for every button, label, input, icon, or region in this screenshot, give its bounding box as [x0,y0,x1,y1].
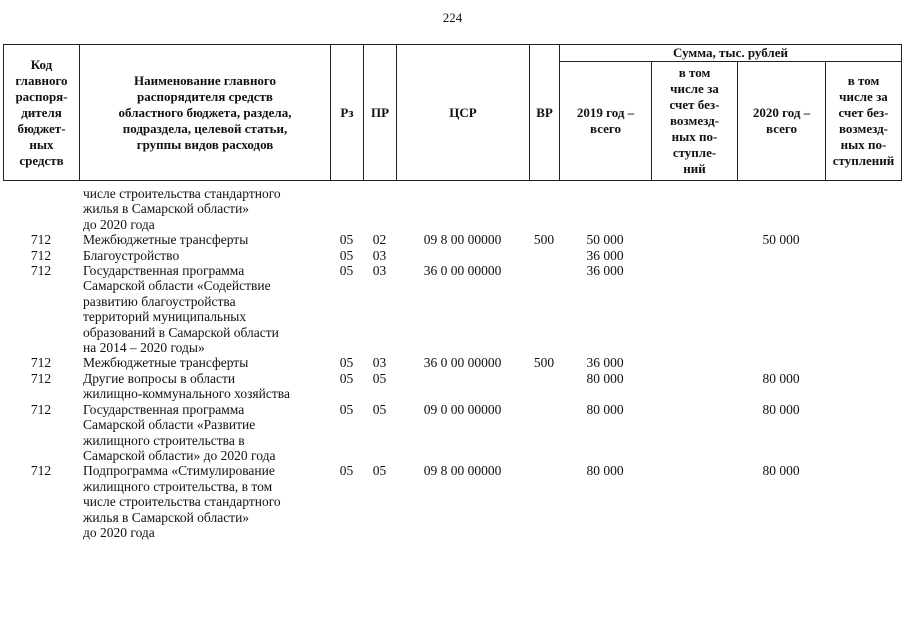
row-vr [529,371,559,402]
row-sum-2020-free [825,371,901,402]
row-name-line: Благоустройство [83,247,180,263]
header-pr: ПР [364,45,397,181]
row-sum-2019-free [651,248,737,263]
header-line: всего [590,121,621,136]
row-name [79,371,330,402]
row-name-line: на 2014 – 2020 годы» [83,340,205,356]
table-row [3,355,901,370]
row-vr [529,248,559,263]
row-pr: 05 [372,370,387,386]
row-sum-2019-free [651,186,737,232]
budget-table-body [3,186,901,540]
header-line: в том [678,65,711,80]
row-rz: 05 [339,401,354,417]
header-2019-total [560,62,652,181]
header-line: числе за [839,89,888,104]
row-code: 712 [30,247,52,263]
header-line: 2020 год – [752,105,811,120]
row-name-line: образований в Самарской области [83,324,279,340]
row-sum-2020 [737,248,825,263]
header-2020-total [738,62,826,181]
row-name-line: числе строительства стандартного [83,494,281,510]
row-sum-2020-free [825,248,901,263]
header-line: средств [19,152,64,168]
header-line: группы видов расходов [136,136,274,152]
row-sum-2019-free [651,355,737,370]
row-name-line: жилья в Самарской области» [83,201,250,217]
header-line: ных по- [840,137,887,152]
row-vr [529,402,559,464]
row-sum-2019: 80 000 [586,370,624,386]
row-pr: 05 [372,401,387,417]
row-name-line: развитию благоустройства [83,293,236,309]
row-sum-2020 [737,355,825,370]
header-line: распоря- [15,88,68,104]
header-line: распорядителя средств [137,88,273,104]
header-line: возмезд- [839,121,888,136]
row-name-line: Межбюджетные трансферты [83,355,249,371]
row-pr: 03 [372,355,387,371]
row-rz: 05 [339,247,354,263]
row-name-line: Подпрограмма «Стимулирование [83,463,275,479]
row-sum-2019-free [651,371,737,402]
row-csr [396,186,529,232]
header-rz: Рз [331,45,364,181]
header-2020-free [826,62,902,181]
row-name-line: территорий муниципальных [83,309,247,325]
row-rz: 05 [339,463,354,479]
header-line: дителя [21,104,62,120]
header-code [4,45,80,181]
budget-table-header [3,44,902,181]
row-rz: 05 [339,232,354,248]
row-sum-2020-free [825,263,901,355]
row-code: 712 [30,263,52,279]
row-rz: 05 [339,370,354,386]
header-line: счет без- [838,105,889,120]
row-csr: 09 8 00 00000 [423,232,502,248]
header-2019-free [652,62,738,181]
header-vr: ВР [530,45,560,181]
row-name-line: Межбюджетные трансферты [83,232,249,248]
row-name-line: до 2020 года [83,216,155,232]
header-line: ных [29,136,54,152]
row-csr [396,371,529,402]
row-vr [529,263,559,355]
header-line: возмезд- [670,113,719,128]
page-number: 224 [442,10,463,25]
row-name-line: до 2020 года [83,524,155,540]
row-code: 712 [30,463,52,479]
row-sum-2020-free [825,355,901,370]
row-csr: 36 0 00 00000 [423,263,502,279]
row-sum-2020: 80 000 [762,463,800,479]
row-sum-2019 [559,186,651,232]
header-line: 2019 год – [576,105,635,120]
header-line: областного бюджета, раздела, [118,104,292,120]
row-name [79,402,330,464]
row-sum-2019: 36 000 [586,355,624,371]
row-pr: 02 [372,232,387,248]
header-line: счет без- [669,97,720,112]
row-sum-2019: 80 000 [586,463,624,479]
row-name [79,355,330,370]
header-csr: ЦСР [397,45,530,181]
row-vr: 500 [533,355,555,371]
row-rz: 05 [339,263,354,279]
header-line: бюджет- [17,120,66,136]
row-sum-2019: 80 000 [586,401,624,417]
row-pr: 03 [372,263,387,279]
row-code: 712 [30,370,52,386]
header-name [80,45,331,181]
header-line: ступлений [832,153,895,168]
row-sum-2019: 50 000 [586,232,624,248]
header-sum-title: Сумма, тыс. рублей [560,45,902,62]
row-sum-2020-free [825,463,901,540]
header-line: Наименование главного [133,72,277,88]
row-rz [330,186,363,232]
row-name-line: жилищного строительства, в том [83,478,273,494]
row-name [79,248,330,263]
row-vr [529,186,559,232]
row-name-line: Самарской области» до 2020 года [83,447,276,463]
row-name [79,263,330,355]
row-code: 712 [30,232,52,248]
header-line: Код [30,56,53,72]
row-name [79,232,330,247]
row-csr: 09 0 00 00000 [423,401,502,417]
row-sum-2019-free [651,263,737,355]
row-sum-2019: 36 000 [586,247,624,263]
row-pr: 05 [372,463,387,479]
row-sum-2020-free [825,402,901,464]
row-sum-2020-free [825,186,901,232]
row-csr: 09 8 00 00000 [423,463,502,479]
row-csr [396,248,529,263]
row-sum-2019-free [651,402,737,464]
row-pr [363,186,396,232]
table-row [3,371,901,402]
table-row [3,232,901,247]
row-name-line: Государственная программа [83,401,245,417]
row-sum-2020 [737,186,825,232]
row-code: 712 [30,401,52,417]
table-row [3,263,901,355]
row-name-line: Самарской области «Развитие [83,417,256,433]
header-line: всего [766,121,797,136]
row-vr [529,463,559,540]
row-vr: 500 [533,232,555,248]
row-name-line: жилья в Самарской области» [83,509,250,525]
table-row [3,186,901,232]
row-sum-2019: 36 000 [586,263,624,279]
row-sum-2019-free [651,463,737,540]
row-pr: 03 [372,247,387,263]
row-sum-2019-free [651,232,737,247]
row-name [79,463,330,540]
row-sum-2020: 80 000 [762,370,800,386]
row-name-line: Другие вопросы в области [83,370,236,386]
header-line: ных по- [671,129,718,144]
header-line: числе за [670,81,719,96]
row-sum-2020: 80 000 [762,401,800,417]
table-row [3,463,901,540]
row-name [79,186,330,232]
row-rz: 05 [339,355,354,371]
row-name-line: жилищно-коммунального хозяйства [83,386,290,402]
row-sum-2020 [737,263,825,355]
table-row [3,402,901,464]
row-name-line: жилищного строительства в [83,432,245,448]
row-code [3,186,79,232]
header-line: в том [847,73,880,88]
header-line: ступле- [672,145,717,160]
row-csr: 36 0 00 00000 [423,355,502,371]
header-line: главного [15,72,68,88]
row-name-line: Самарской области «Содействие [83,278,271,294]
row-code: 712 [30,355,52,371]
table-row [3,248,901,263]
header-line: ний [683,161,706,176]
row-name-line: Государственная программа [83,263,245,279]
row-sum-2020: 50 000 [762,232,800,248]
row-sum-2020-free [825,232,901,247]
header-line: подраздела, целевой статьи, [122,120,288,136]
row-name-line: числе строительства стандартного [83,186,281,201]
